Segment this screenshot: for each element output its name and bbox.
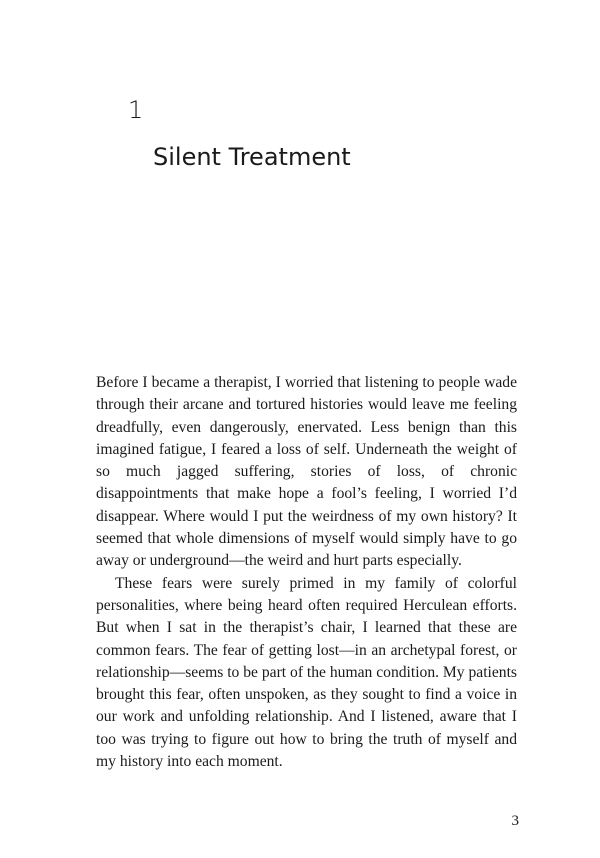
page-number: 3 bbox=[511, 813, 519, 829]
paragraph-2: These fears were surely primed in my family of colorful personalities, where being heard often required Herculean efforts. But when I sat in the therapist’s chair, I learned that these are common fears. The fear of getting lost—in an archetypal forest, or relationship—seems to be part of the human condition. My patients brought this fear, often unspoken, as they sought to find a voice in our work and unfolding relationship. And I listened, aware that I too was trying to figure out how to bring the truth of myself and my history into each moment. bbox=[96, 574, 517, 771]
chapter-number: 1 bbox=[128, 96, 144, 124]
chapter-title: Silent Treatment bbox=[153, 143, 351, 171]
body-text bbox=[96, 372, 517, 773]
paragraph-1: Before I became a therapist, I worried that listening to people wade through their arcane and tortured histories would leave me feeling dreadfully, even dangerously, enervated. Less benign than this imagined fatigue, I feared a loss of self. Underneath the weight of so much jagged suffering, stories of loss, of chronic disappointments that make hope a fool’s feeling, I worried I’d disappear. Where would I put the weirdness of my own history? It seemed that whole dimensions of myself would simply have to go away or underground—the weird and hurt parts especially. bbox=[96, 374, 517, 570]
